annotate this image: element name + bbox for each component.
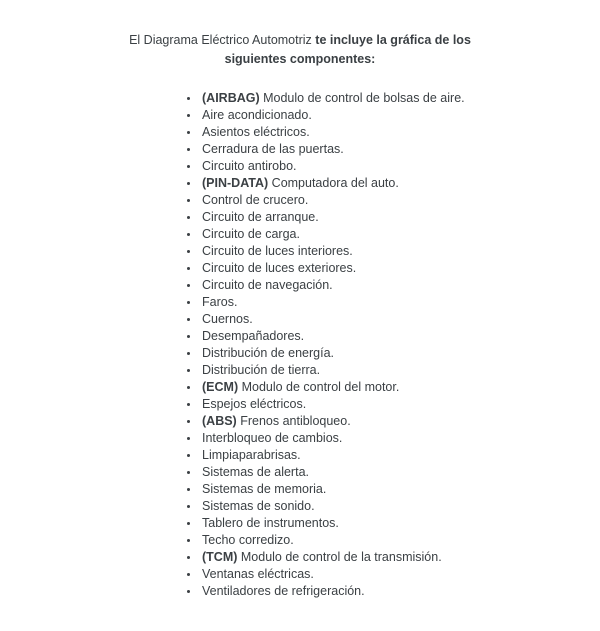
item-prefix: (AIRBAG) [202,91,260,105]
item-label: Limpiaparabrisas. [202,448,301,462]
item-label: Modulo de control del motor. [238,380,400,394]
list-item [200,158,600,175]
item-label: Cerradura de las puertas. [202,142,344,156]
item-label: Ventanas eléctricas. [202,567,314,581]
list-item [200,413,600,430]
document-page [0,31,600,631]
list-item [200,345,600,362]
list-item [200,175,600,192]
list-item [200,481,600,498]
item-label: Cuernos. [202,312,253,326]
item-label: Circuito antirobo. [202,159,297,173]
list-item [200,379,600,396]
item-prefix: (ECM) [202,380,239,394]
item-prefix: (ABS) [202,414,237,428]
list-item [200,396,600,413]
list-item [200,192,600,209]
item-prefix: (PIN-DATA) [202,176,269,190]
list-item [200,124,600,141]
item-label: Espejos eléctricos. [202,397,307,411]
list-item [200,498,600,515]
page-title-bold: te incluye la gráfica de los siguientes componentes: [224,33,471,66]
item-label: Modulo de control de la transmisión. [237,550,442,564]
item-label: Sistemas de memoria. [202,482,327,496]
list-item [200,141,600,158]
item-prefix: (TCM) [202,550,238,564]
list-item [200,260,600,277]
item-label: Interbloqueo de cambios. [202,431,343,445]
item-label: Modulo de control de bolsas de aire. [259,91,465,105]
item-label: Ventiladores de refrigeración. [202,584,365,598]
item-label: Frenos antibloqueo. [236,414,351,428]
list-item [200,566,600,583]
item-label: Sistemas de sonido. [202,499,315,513]
list-item [200,447,600,464]
component-list [0,90,600,600]
item-label: Circuito de carga. [202,227,300,241]
list-item [200,515,600,532]
page-title-regular: El Diagrama Eléctrico Automotriz [129,33,312,47]
item-label: Circuito de luces interiores. [202,244,353,258]
list-item [200,583,600,600]
list-item [200,549,600,566]
list-item [200,328,600,345]
list-item [200,209,600,226]
item-label: Techo corredizo. [202,533,294,547]
item-label: Asientos eléctricos. [202,125,310,139]
list-item [200,90,600,107]
item-label: Control de crucero. [202,193,309,207]
item-label: Desempañadores. [202,329,305,343]
item-label: Sistemas de alerta. [202,465,309,479]
item-label: Circuito de luces exteriores. [202,261,357,275]
list-item [200,107,600,124]
list-item [200,311,600,328]
list-item [200,362,600,379]
item-label: Distribución de tierra. [202,363,321,377]
item-label: Aire acondicionado. [202,108,312,122]
item-label: Distribución de energía. [202,346,335,360]
list-item [200,277,600,294]
list-item [200,226,600,243]
list-item [200,464,600,481]
list-item [200,532,600,549]
item-label: Faros. [202,295,238,309]
item-label: Computadora del auto. [268,176,399,190]
item-label: Circuito de navegación. [202,278,333,292]
list-item [200,430,600,447]
item-label: Circuito de arranque. [202,210,319,224]
list-item [200,294,600,311]
page-title [114,31,486,69]
item-label: Tablero de instrumentos. [202,516,339,530]
list-item [200,243,600,260]
